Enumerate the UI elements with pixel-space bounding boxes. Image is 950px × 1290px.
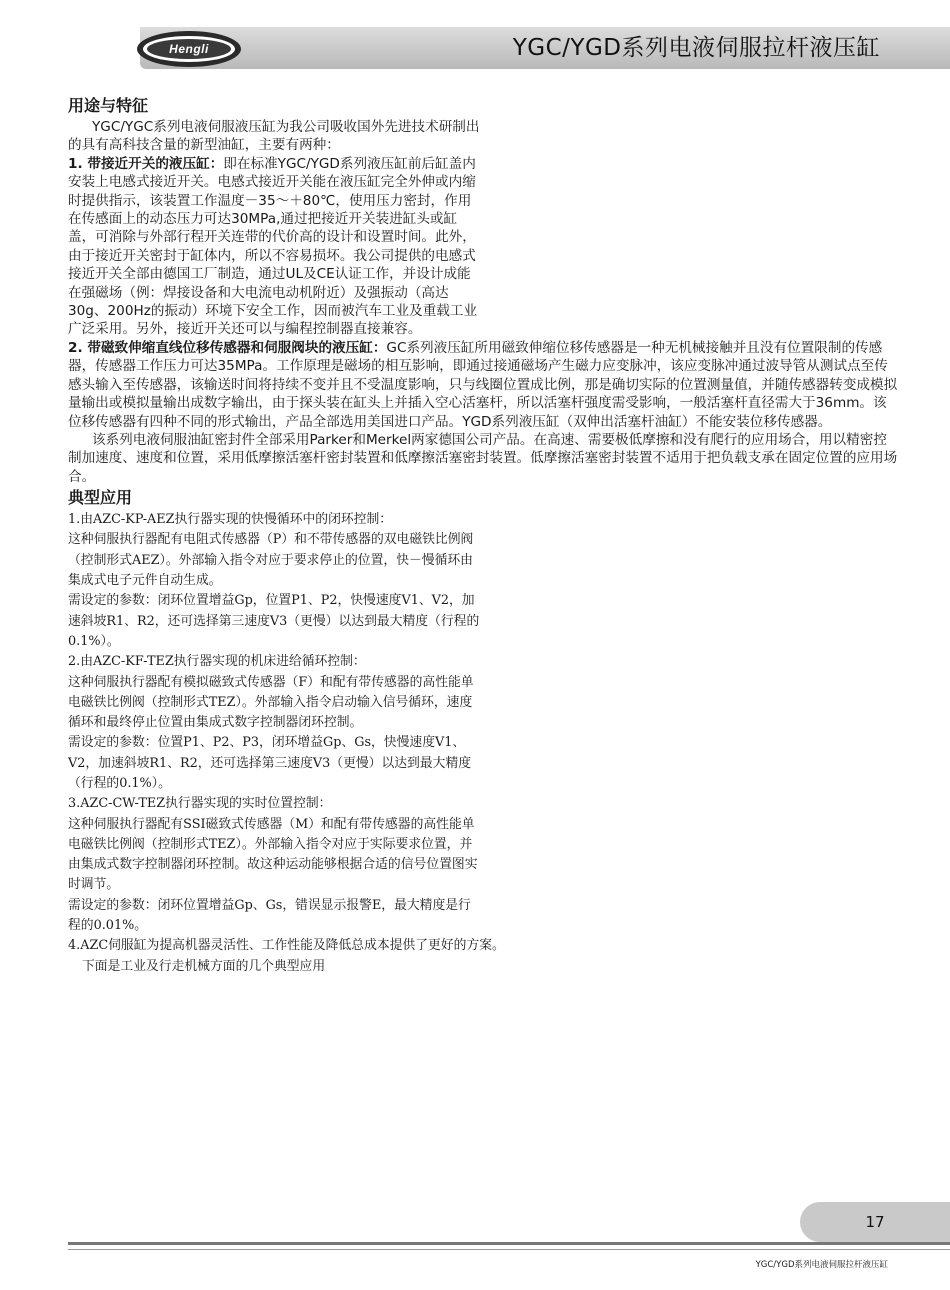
footer-rule [68, 1242, 950, 1245]
application-3-body: 这种伺服执行器配有SSI磁致式传感器（M）和配有带传感器的高性能单电磁铁比例阀（控制形式TEZ）。外部输入指令对应于实际要求位置，并由集成式数字控制器闭环控制。故这种运动能够根据合适的信号位置图实时调节。 [68, 816, 478, 893]
section-heading-applications: 典型应用 [68, 488, 133, 508]
feature-item-proximity-title: 1. 带接近开关的液压缸： [68, 155, 224, 172]
page-content [68, 94, 898, 977]
application-4: 4.AZC伺服缸为提高机器灵活性、工作性能及降低总成本提供了更好的方案。 [68, 938, 505, 954]
application-3-title: 3.AZC-CW-TEZ执行器实现的实时位置控制： [68, 796, 332, 812]
footer-rule-thin [68, 1249, 950, 1250]
footer-title: YGC/YGD系列电液伺服拉杆液压缸 [755, 1260, 888, 1270]
application-1-title: 1.由AZC-KP-AEZ执行器实现的快慢循环中的闭环控制： [68, 512, 393, 528]
seal-paragraph: 该系列电液伺服油缸密封件全部采用Parker和Merkel两家德国公司产品。在高速、需要极低摩擦和没有爬行的应用场合，用以精密控制加速度、速度和位置，采用低摩擦活塞杆密封装置和低摩擦活塞密封装置。低摩擦活塞密封装置不适用于把负载支承在固定位置的应用场合。 [68, 431, 898, 485]
application-2-body: 这种伺服执行器配有模拟磁致式传感器（F）和配有带传感器的高性能单电磁铁比例阀（控制形式TEZ）。外部输入指令启动输入信号循环，速度循环和最终停止位置由集成式数字控制器闭环控制。 [68, 674, 474, 731]
page-number: 17 [865, 1213, 885, 1231]
feature-item-magnetostrictive-title: 2. 带磁致伸缩直线位移传感器和伺服阀块的液压缸： [68, 339, 387, 356]
application-3-params: 需设定的参数：闭环位置增益Gp、Gs，错误显示报警E，最大精度是行程的0.01%。 [68, 897, 471, 934]
application-1-body: 这种伺服执行器配有电阻式传感器（P）和不带传感器的双电磁铁比例阀（控制形式AEZ）。外部输入指令对应于要求停止的位置，快－慢循环由集成式电子元件自动生成。 [68, 532, 474, 589]
application-list [68, 510, 480, 936]
application-2-title: 2.由AZC-KF-TEZ执行器实现的机床进给循环控制： [68, 654, 366, 670]
feature-item-proximity [68, 155, 480, 339]
document-title: YGC/YGD系列电液伺服拉杆液压缸 [512, 35, 880, 61]
application-1-params: 需设定的参数：闭环位置增益Gp，位置P1、P2，快慢速度V1、V2，加速斜坡R1、R2，还可选择第三速度V3（更慢）以达到最大精度（行程的0.1%）。 [68, 593, 480, 649]
feature-item-magnetostrictive-body: GC系列液压缸所用磁致伸缩位移传感器是一种无机械接触并且没有位置限制的传感器，传感器工作压力可达35MPa。工作原理是磁场的相互影响，即通过接通磁场产生磁力应变脉冲，该应变脉冲通过波导管从测试点至传感头输入至传感器，该输送时间将持续不变并且不受温度影响，只与线圈位置成比例，那是确切实际的位置测量值，并随传感器转变成模拟量输出或模拟量输出成数字输出，由于探头装在缸头上并插入空心活塞杆，所以活塞杆强度需受影响，一般活塞杆直径需大于36mm。该位移传感器有四种不同的形式输出，产品全部选用美国进口产品。YGD系列液压缸（双伸出活塞杆油缸）不能安装位移传感器。 [68, 339, 898, 430]
closing-line: 下面是工业及行走机械方面的几个典型应用 [82, 958, 326, 974]
logo-text: Hengli [147, 39, 231, 59]
feature-item-proximity-body: 即在标准YGC/YGD系列液压缸前后缸盖内安装上电感式接近开关。电感式接近开关能在液压缸完全外伸或内缩时提供指示，该装置工作温度－35～＋80℃，使用压力密封，作用在传感面上的动态压力可达30MPa,通过把接近开关装进缸头或缸盖，可消除与外部行程开关连带的代价高的设计和设置时间。此外，由于接近开关密封于缸体内，所以不容易损坏。我公司提供的电感式接近开关全部由德国工厂制造，通过UL及CE认证工作，并设计成能在强磁场（例：焊接设备和大电流电动机附近）及强振动（高达30g、200Hz的振动）环境下安全工作，因而被汽车工业及重载工业广泛采用。另外，接近开关还可以与编程控制器直接兼容。 [68, 155, 478, 338]
application-2-params: 需设定的参数：位置P1、P2、P3，闭环增益Gp、Gs，快慢速度V1、V2，加速斜坡R1、R2，还可选择第三速度V3（更慢）以达到最大精度（行程的0.1%）。 [68, 735, 472, 791]
section-heading-features: 用途与特征 [68, 96, 149, 115]
intro-paragraph: YGC/YGC系列电液伺服液压缸为我公司吸收国外先进技术研制出的具有高科技含量的新型油缸，主要有两种： [68, 119, 480, 154]
feature-item-magnetostrictive [68, 339, 898, 431]
